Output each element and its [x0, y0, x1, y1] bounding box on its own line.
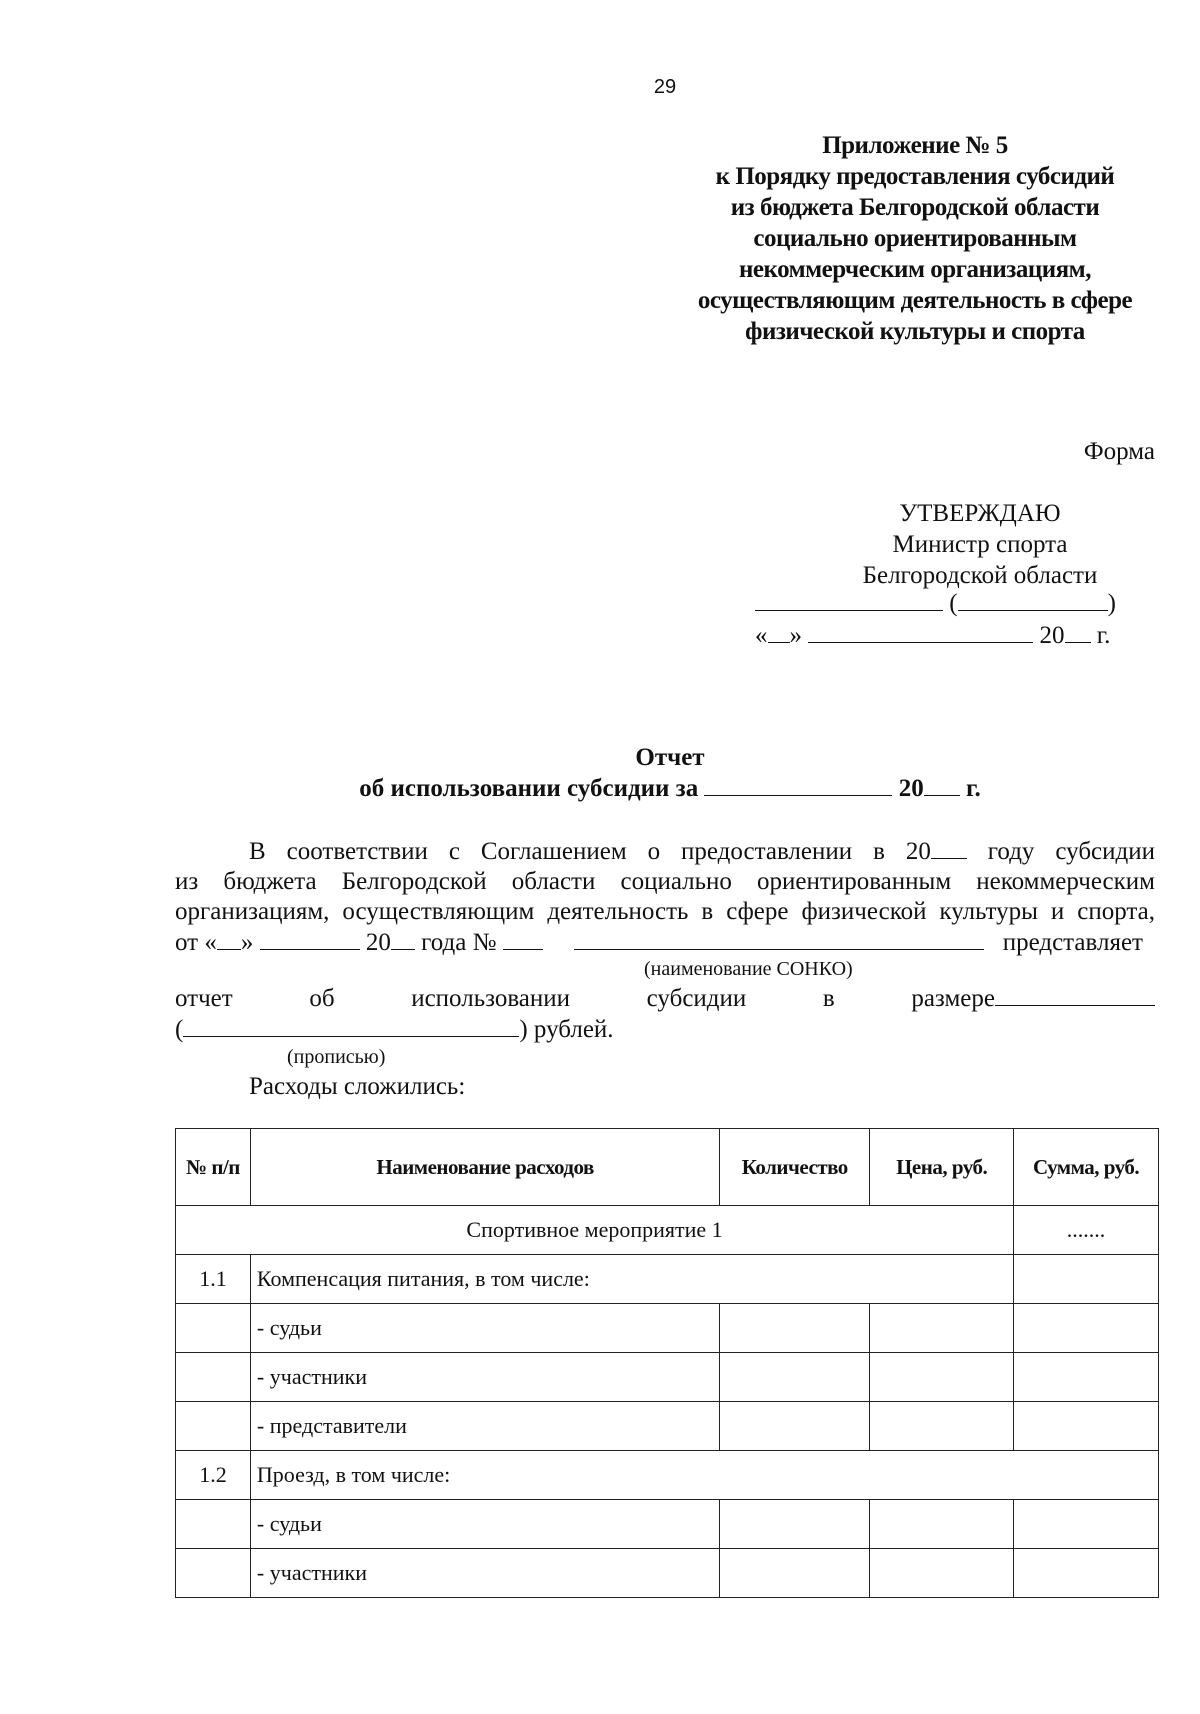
- form-label: Форма: [1083, 438, 1155, 465]
- row-name: - участники: [250, 1353, 719, 1402]
- row-name: Компенсация питания, в том числе:: [250, 1255, 1013, 1304]
- row-name: - судьи: [250, 1304, 719, 1353]
- amount-blank: [995, 983, 1155, 1006]
- day-blank: [217, 927, 241, 950]
- signature-open-paren: (: [949, 590, 958, 617]
- event-cell: Спортивное мероприятие 1: [176, 1206, 1014, 1255]
- table-row-event: [176, 1206, 1159, 1255]
- row-sum: [1014, 1402, 1159, 1451]
- report-title-suffix: г.: [965, 775, 981, 802]
- report-title-year: 20: [898, 775, 924, 802]
- row-num: [176, 1353, 251, 1402]
- expenses-table: [175, 1128, 1159, 1598]
- header-name: Наименование расходов: [250, 1129, 719, 1206]
- year-blank: [1065, 620, 1091, 643]
- approval-signature-line: [755, 588, 1116, 618]
- paragraph-text: 20: [365, 929, 391, 956]
- row-sum: [1014, 1500, 1159, 1549]
- row-qty: [720, 1353, 870, 1402]
- year-blank: [391, 927, 415, 950]
- paragraph-word: субсидии: [646, 985, 747, 1012]
- signature-blank: [755, 588, 943, 611]
- title-year-blank: [924, 773, 960, 796]
- table-row: [176, 1549, 1159, 1598]
- appendix-line: к Порядку предоставления субсидий: [715, 163, 1115, 190]
- month-blank: [808, 620, 1033, 643]
- row-price: [870, 1402, 1014, 1451]
- paragraph-word: в: [822, 985, 835, 1012]
- paragraph-text: В соответствии с Соглашением о предоставлении в 20: [249, 838, 931, 865]
- sonko-name-blank: [574, 927, 984, 950]
- row-sum: [1014, 1304, 1159, 1353]
- signature-close-paren: ): [1107, 590, 1116, 617]
- date-year-prefix: 20: [1039, 622, 1065, 649]
- period-blank: [704, 773, 892, 796]
- row-qty: [720, 1304, 870, 1353]
- paragraph-line: [175, 1014, 1155, 1045]
- paragraph-line: [175, 927, 1155, 958]
- appendix-line: Приложение № 5: [822, 132, 1008, 159]
- paragraph-text: году субсидии: [987, 838, 1155, 865]
- date-quote-close: »: [789, 622, 802, 649]
- date-year-suffix: г.: [1096, 622, 1111, 649]
- report-title-line1: Отчет: [635, 744, 705, 771]
- row-name: - представители: [250, 1402, 719, 1451]
- row-num: 1.1: [176, 1255, 251, 1304]
- table-row: [176, 1304, 1159, 1353]
- row-name: - судьи: [250, 1500, 719, 1549]
- paragraph-word: об: [309, 985, 335, 1012]
- day-blank: [768, 620, 790, 643]
- paragraph-line: организациям, осуществляющим деятельность в сфере физической культуры и спорта,: [175, 898, 1155, 925]
- row-qty: [720, 1500, 870, 1549]
- table-header-row: [176, 1129, 1159, 1206]
- table-row: [176, 1402, 1159, 1451]
- row-name: - участники: [250, 1549, 719, 1598]
- appendix-line: осуществляющим деятельность в сфере: [697, 287, 1133, 314]
- header-sum: Сумма, руб.: [1014, 1129, 1159, 1206]
- table-row: [176, 1353, 1159, 1402]
- appendix-header: [650, 130, 1180, 347]
- row-price: [870, 1549, 1014, 1598]
- approval-block: [780, 498, 1180, 591]
- report-title: [170, 742, 1170, 804]
- appendix-line: из бюджета Белгородской области: [730, 194, 1100, 221]
- amount-words-blank: [183, 1014, 519, 1037]
- row-sum: [1014, 1549, 1159, 1598]
- row-sum: [1014, 1353, 1159, 1402]
- paragraph-text: года №: [421, 929, 497, 956]
- paragraph-text: »: [240, 929, 254, 956]
- header-qty: Количество: [720, 1129, 870, 1206]
- row-num: [176, 1304, 251, 1353]
- paragraph-line: [175, 983, 1155, 1014]
- row-qty: [720, 1402, 870, 1451]
- paragraph-text: представляет: [1002, 929, 1143, 956]
- paragraph-text: от «: [175, 929, 217, 956]
- approval-region: Белгородской области: [862, 562, 1098, 589]
- row-price: [870, 1353, 1014, 1402]
- approval-date-line: [755, 620, 1110, 650]
- paragraph-text: ) рублей.: [519, 1016, 614, 1043]
- row-num: [176, 1402, 251, 1451]
- expenses-intro: Расходы сложились:: [249, 1073, 466, 1100]
- caption-words: (прописью): [287, 1046, 386, 1068]
- table-row: [176, 1255, 1159, 1304]
- page-number: 29: [653, 76, 677, 98]
- paragraph-word: размере: [911, 983, 1155, 1014]
- row-num: [176, 1549, 251, 1598]
- appendix-line: некоммерческим организациям,: [739, 256, 1091, 283]
- approval-heading: УТВЕРЖДАЮ: [899, 500, 1061, 527]
- table-row: [176, 1451, 1159, 1500]
- paragraph-text: (: [175, 1016, 184, 1043]
- approval-position: Министр спорта: [892, 531, 1068, 558]
- name-blank: [958, 588, 1108, 611]
- row-sum: [1014, 1255, 1159, 1304]
- table-row: [176, 1500, 1159, 1549]
- paragraph-line: [175, 836, 1155, 867]
- header-price: Цена, руб.: [870, 1129, 1014, 1206]
- row-qty: [720, 1549, 870, 1598]
- date-quote-open: «: [755, 622, 768, 649]
- row-num: 1.2: [176, 1451, 251, 1500]
- report-title-prefix: об использовании субсидии за: [359, 775, 699, 802]
- row-num: [176, 1500, 251, 1549]
- paragraph-word: использовании: [411, 985, 571, 1012]
- row-price: [870, 1500, 1014, 1549]
- caption-sonko: (наименование СОНКО): [644, 958, 853, 980]
- month-blank: [260, 927, 360, 950]
- event-sum-cell: .......: [1014, 1206, 1159, 1255]
- appendix-line: социально ориентированным: [753, 225, 1077, 252]
- header-num: № п/п: [176, 1129, 251, 1206]
- paragraph-line: из бюджета Белгородской области социально ориентированным некоммерческим: [175, 868, 1155, 895]
- appendix-line: физической культуры и спорта: [745, 318, 1085, 345]
- body-paragraph-1: [175, 836, 1155, 958]
- number-blank: [503, 927, 543, 950]
- row-price: [870, 1304, 1014, 1353]
- report-title-line2: [170, 773, 1170, 804]
- paragraph-word: отчет: [175, 985, 233, 1012]
- row-name: Проезд, в том числе:: [250, 1451, 1158, 1500]
- body-paragraph-2: [175, 983, 1155, 1045]
- year-blank: [931, 836, 967, 859]
